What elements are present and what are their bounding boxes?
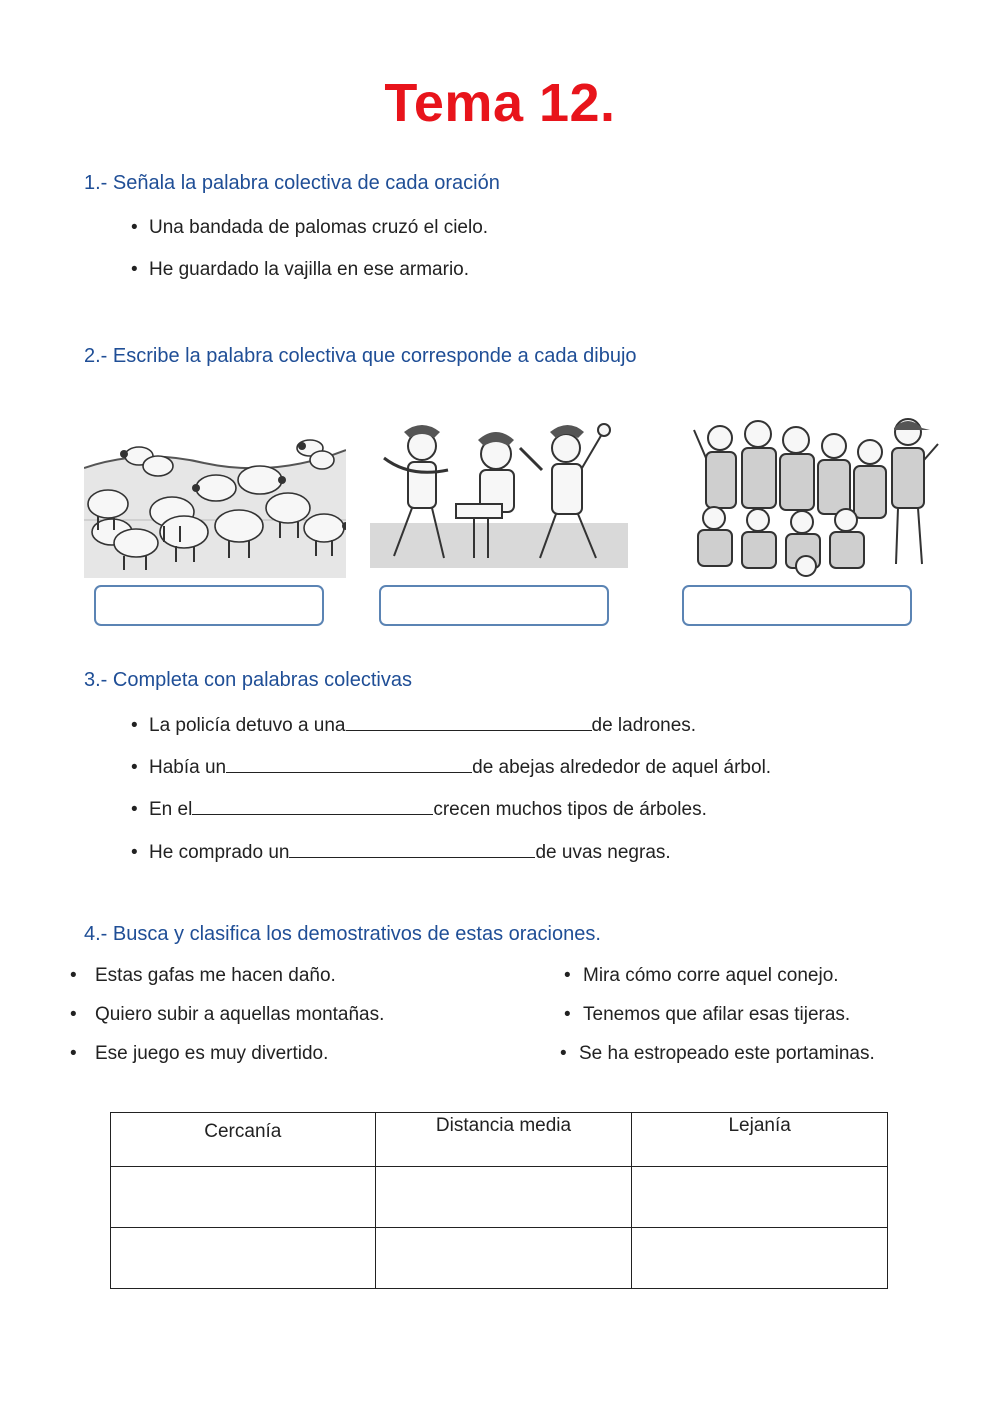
demonstrative-sentence: • Estas gafas me hacen daño.	[70, 965, 336, 986]
sheep-flock-illustration	[84, 408, 346, 578]
demonstrative-sentence: • Ese juego es muy divertido.	[70, 1043, 329, 1064]
sentence-text: Ese juego es muy divertido.	[95, 1043, 329, 1064]
answer-box-2[interactable]	[379, 585, 609, 626]
sentence-text: Se ha estropeado este portaminas.	[579, 1043, 875, 1064]
header-lejania: Lejanía	[632, 1113, 888, 1167]
header-cercania: Cercanía	[111, 1113, 376, 1167]
section-1-heading: 1.- Señala la palabra colectiva de cada oración	[84, 172, 500, 194]
sentence-end: de ladrones.	[591, 715, 697, 736]
sentence-end: de abejas alrededor de aquel árbol.	[472, 757, 772, 778]
table-cell[interactable]	[632, 1228, 888, 1289]
sentence-text: Estas gafas me hacen daño.	[95, 965, 336, 986]
blank-line[interactable]	[346, 712, 592, 731]
table-cell[interactable]	[375, 1167, 632, 1228]
blank-line[interactable]	[226, 754, 472, 773]
table-row	[111, 1167, 888, 1228]
table-cell[interactable]	[375, 1228, 632, 1289]
sentence-end: crecen muchos tipos de árboles.	[433, 799, 707, 820]
sentence-start: En el	[149, 799, 193, 820]
sentence-start: Había un	[149, 757, 227, 778]
section-4-heading: 4.- Busca y clasifica los demostrativos de estas oraciones.	[84, 923, 601, 945]
fill-in-sentence: • He comprado un de uvas negras.	[131, 839, 671, 864]
sentence-start: La policía detuvo a una	[149, 715, 346, 736]
table-cell[interactable]	[632, 1167, 888, 1228]
table-row	[111, 1228, 888, 1289]
demonstrative-sentence: • Quiero subir a aquellas montañas.	[70, 1004, 385, 1025]
classification-table	[110, 1112, 888, 1289]
demonstrative-sentence: • Tenemos que afilar esas tijeras.	[564, 1004, 851, 1025]
sentence-start: He comprado un	[149, 842, 290, 863]
demonstrative-sentence: • Se ha estropeado este portaminas.	[560, 1043, 875, 1064]
blank-line[interactable]	[192, 796, 433, 815]
answer-box-3[interactable]	[682, 585, 912, 626]
demonstrative-sentence: • Mira cómo corre aquel conejo.	[564, 965, 839, 986]
section-3-heading: 3.- Completa con palabras colectivas	[84, 669, 412, 691]
section-1-item: • Una bandada de palomas cruzó el cielo.	[131, 217, 489, 238]
section-1-item: • He guardado la vajilla en ese armario.	[131, 259, 470, 280]
table-cell[interactable]	[111, 1167, 376, 1228]
blank-line[interactable]	[289, 839, 535, 858]
sports-team-illustration	[684, 408, 940, 580]
sentence-text: Tenemos que afilar esas tijeras.	[583, 1004, 851, 1025]
fill-in-sentence: • Había un de abejas alrededor de aquel árbol.	[131, 754, 771, 779]
sentence-end: de uvas negras.	[535, 842, 671, 863]
sentence-text: Mira cómo corre aquel conejo.	[583, 965, 839, 986]
header-distancia-media: Distancia media	[375, 1113, 632, 1167]
band-musicians-illustration	[370, 408, 628, 578]
sentence-text: Una bandada de palomas cruzó el cielo.	[149, 217, 489, 238]
fill-in-sentence: • La policía detuvo a una de ladrones.	[131, 712, 696, 737]
table-cell[interactable]	[111, 1228, 376, 1289]
sentence-text: He guardado la vajilla en ese armario.	[149, 259, 470, 280]
sentence-text: Quiero subir a aquellas montañas.	[95, 1004, 385, 1025]
table-header-row	[111, 1113, 888, 1167]
answer-box-1[interactable]	[94, 585, 324, 626]
page-title: Tema 12.	[384, 73, 616, 133]
section-2-heading: 2.- Escribe la palabra colectiva que corresponde a cada dibujo	[84, 345, 637, 367]
fill-in-sentence: • En el crecen muchos tipos de árboles.	[131, 796, 707, 821]
